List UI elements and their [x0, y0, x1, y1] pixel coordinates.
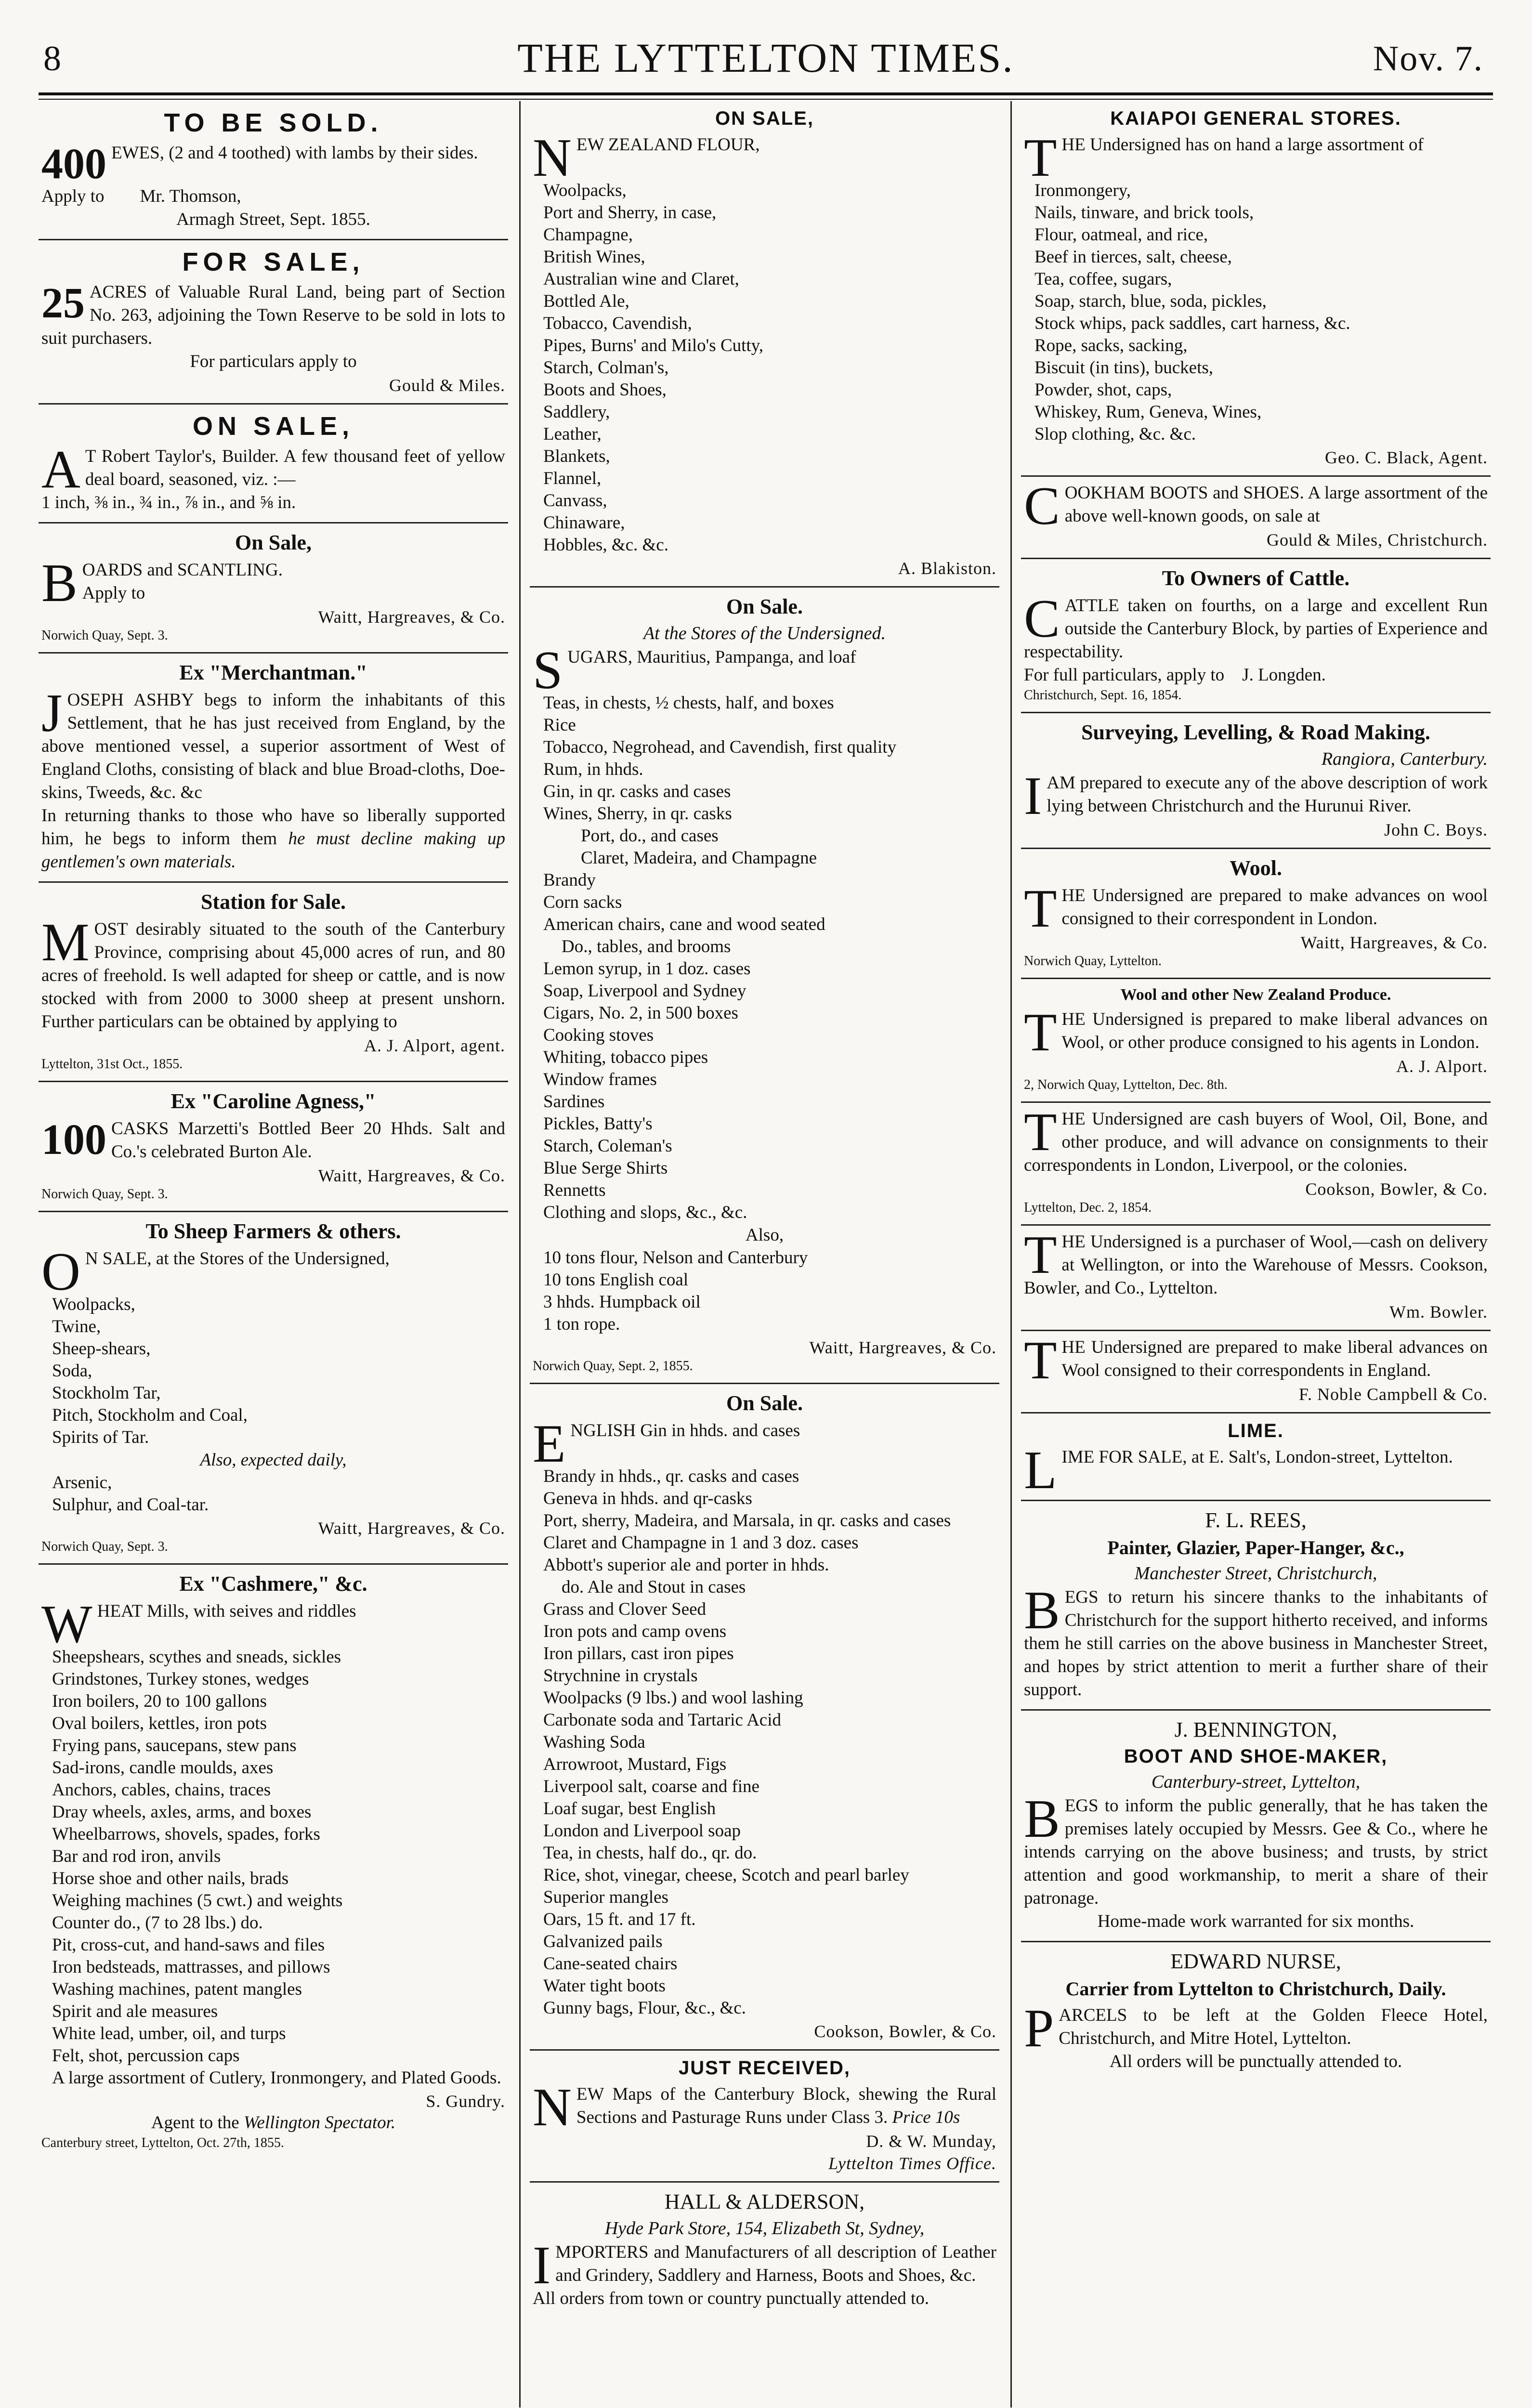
ad-dateline: Lyttelton, Dec. 2, 1854. — [1024, 1200, 1152, 1215]
list-item: Lemon syrup, in 1 doz. cases — [543, 959, 751, 979]
list-item: Twine, — [52, 1317, 101, 1336]
ad-wool — [1021, 849, 1491, 979]
ad-text: OARDS and SCANTLING. — [82, 560, 283, 580]
list-item: Window frames — [543, 1070, 657, 1089]
list-item: Galvanized pails — [543, 1932, 663, 1951]
ad-signature: Mr. Thomson, — [140, 186, 241, 206]
list-item: Tea, coffee, sugars, — [1034, 269, 1172, 289]
list-item: Port, do., and cases — [581, 826, 719, 846]
ad-signature: D. & W. Munday, — [866, 2132, 996, 2151]
ad-wool-nz-produce — [1021, 979, 1491, 1103]
drop-cap: N — [533, 2078, 572, 2137]
list-item: Biscuit (in tins), buckets, — [1034, 358, 1213, 378]
ad-italic-note: he must decline making up gentlemen's own materials. — [41, 829, 505, 872]
list-item: Bottled Ale, — [543, 291, 629, 311]
column-divider-2 — [1010, 101, 1012, 2408]
ad-subheading: Rangiora, Canterbury. — [1321, 749, 1488, 769]
ad-text-2: In returning thanks to those who have so liberally supported him, he begs to inform them — [41, 806, 505, 849]
list-item: Stockholm Tar, — [52, 1383, 161, 1403]
ad-signature: Geo. C. Black, Agent. — [1325, 448, 1488, 467]
list-item: Liverpool salt, coarse and fine — [543, 1777, 759, 1796]
list-item: Soda, — [52, 1361, 92, 1381]
agent-label: Agent to the — [151, 2113, 239, 2133]
ad-signature: Cookson, Bowler, & Co. — [814, 2022, 996, 2041]
drop-cap: C — [1024, 476, 1060, 536]
ad-heading: Wool. — [1230, 856, 1282, 880]
drop-cap: L — [1024, 1440, 1057, 1500]
ad-heading: JUST RECEIVED, — [679, 2057, 851, 2079]
list-item: London and Liverpool soap — [543, 1821, 741, 1841]
ad-text: HE Undersigned has on hand a large assortment of — [1061, 135, 1424, 155]
list-item: Rum, in hhds. — [543, 759, 643, 779]
ad-text: ACRES of Valuable Rural Land, being part of Section No. 263, adjoining the Town Reserve to be sold in lots to suit purchasers. — [41, 282, 505, 348]
ad-heading: Wool and other New Zealand Produce. — [1120, 986, 1391, 1004]
drop-cap: I — [533, 2236, 551, 2295]
list-item: Felt, shot, percussion caps — [52, 2046, 240, 2066]
list-item: Claret, Madeira, and Champagne — [581, 848, 817, 868]
ad-text: HE Undersigned are prepared to make liberal advances on Wool consigned to their correspondents in England. — [1061, 1337, 1488, 1380]
ad-subhead: Painter, Glazier, Paper-Hanger, &c., — [1107, 1537, 1404, 1558]
list-item: Rope, sacks, sacking, — [1034, 336, 1188, 355]
ad-text: CASKS Marzetti's Bottled Beer 20 Hhds. Salt and Co.'s celebrated Burton Ale. — [111, 1119, 505, 1162]
ad-signature: A. J. Alport, agent. — [364, 1036, 505, 1055]
ad-signature: Waitt, Hargreaves, & Co. — [318, 1166, 505, 1185]
list-item: Iron boilers, 20 to 100 gallons — [52, 1691, 267, 1711]
ad-signature: Gould & Miles, Christchurch. — [1267, 530, 1488, 550]
ad-surveying — [1021, 713, 1491, 849]
list-item: Whiting, tobacco pipes — [543, 1047, 708, 1067]
apply-label: Apply to — [41, 186, 105, 206]
drop-cap: O — [41, 1242, 80, 1302]
ad-dateline: Norwich Quay, Lyttelton. — [1024, 954, 1162, 968]
ad-dateline: 2, Norwich Quay, Lyttelton, Dec. 8th. — [1024, 1077, 1228, 1092]
list-item: Whiskey, Rum, Geneva, Wines, — [1034, 402, 1262, 422]
ad-sizes: 1 inch, ⅜ in., ¾ in., ⅞ in., and ⅝ in. — [41, 493, 296, 512]
ad-text: OST desirably situated to the south of the Canterbury Province, comprising about 45,000 acres of run, and 80 acres of freehold. Is well adapted for sheep or cattle, and is now stocked with from 2000 to 3000 sheep at present unshorn. Further particulars can be obtained by applying to — [41, 919, 505, 1032]
list-item: Teas, in chests, ½ chests, half, and boxes — [543, 693, 834, 713]
column-3 — [1021, 101, 1491, 2408]
list-item: Tobacco, Cavendish, — [543, 314, 692, 333]
list-item: Arsenic, — [52, 1473, 112, 1492]
drop-cap: W — [41, 1595, 92, 1654]
ad-text: HEAT Mills, with seives and riddles — [97, 1601, 356, 1621]
list-item: Bar and rod iron, anvils — [52, 1846, 221, 1866]
ad-sheep-farmers — [39, 1212, 508, 1565]
ad-signature: Waitt, Hargreaves, & Co. — [809, 1338, 996, 1357]
apply-label: For particulars apply to — [190, 352, 357, 371]
ad-text: ARCELS to be left at the Golden Fleece Hotel, Christchurch, and Mitre Hotel, Lyttelton. — [1059, 2005, 1488, 2048]
ad-signature: Wm. Bowler. — [1389, 1302, 1488, 1322]
list-item: Boots and Shoes, — [543, 380, 667, 400]
list-item: Woolpacks (9 lbs.) and wool lashing — [543, 1688, 803, 1708]
list-item: Sad-irons, candle moulds, axes — [52, 1758, 274, 1778]
ad-dateline: Christchurch, Sept. 16, 1854. — [1024, 688, 1182, 703]
issue-date: Nov. 7. — [1373, 39, 1483, 79]
ad-heading: LIME. — [1228, 1420, 1284, 1441]
list-item: Soap, starch, blue, soda, pickles, — [1034, 291, 1267, 311]
list-item: Champagne, — [543, 225, 633, 245]
ad-cashmere — [39, 1565, 508, 2159]
list-item: Beef in tierces, salt, cheese, — [1034, 247, 1232, 267]
ad-heading: Surveying, Levelling, & Road Making. — [1081, 720, 1430, 744]
list-item: Soap, Liverpool and Sydney — [543, 981, 746, 1001]
ad-kaiapoi — [1021, 101, 1491, 477]
drop-cap: J — [41, 683, 63, 743]
drop-cap: A — [41, 440, 80, 499]
ad-text: HE Undersigned is prepared to make liberal advances on Wool, or other produce consigned to his agents in London. — [1061, 1009, 1488, 1052]
list-item: Tea, in chests, half do., qr. do. — [543, 1843, 757, 1863]
ad-rees — [1021, 1501, 1491, 1711]
ad-heading: F. L. REES, — [1205, 1508, 1307, 1532]
list-item: Oars, 15 ft. and 17 ft. — [543, 1910, 696, 1929]
list-item: Rennetts — [543, 1180, 606, 1200]
ad-heading: To Sheep Farmers & others. — [145, 1219, 401, 1243]
ad-signature: F. Noble Campbell & Co. — [1298, 1385, 1488, 1404]
ad-text: EW Maps of the Canterbury Block, shewing the Rural Sections and Pasturage Runs under Class 3. — [576, 2084, 996, 2127]
ad-text: MPORTERS and Manufacturers of all description of Leather and Grindery, Saddlery and Harness, Boots and Shoes, &c. — [555, 2242, 996, 2285]
list-item: Gin, in qr. casks and cases — [543, 782, 731, 801]
ad-heading: To Owners of Cattle. — [1162, 566, 1350, 590]
ad-heading: KAIAPOI GENERAL STORES. — [1110, 108, 1401, 129]
ad-heading: Ex "Caroline Agness," — [170, 1089, 376, 1113]
list-item: do. Ale and Stout in cases — [562, 1577, 746, 1597]
list-item: Woolpacks, — [543, 181, 627, 200]
apply-label: For full particulars, apply to — [1024, 665, 1225, 685]
ad-text: HE Undersigned is a purchaser of Wool,—cash on delivery at Wellington, or into the Warehouse of Messrs. Cookson, Bowler, and Co., Lyttelton. — [1024, 1232, 1488, 1298]
ad-heading: Ex "Cashmere," &c. — [179, 1572, 367, 1596]
list-item: Cigars, No. 2, in 500 boxes — [543, 1003, 738, 1023]
ad-dateline: Canterbury street, Lyttelton, Oct. 27th, 1855. — [41, 2135, 284, 2150]
ad-heading: On Sale. — [726, 595, 803, 618]
list-item: 10 tons flour, Nelson and Canterbury — [543, 1248, 808, 1268]
drop-cap: M — [41, 913, 90, 972]
list-item: Iron pillars, cast iron pipes — [543, 1644, 734, 1663]
list-item: Port and Sherry, in case, — [543, 203, 717, 222]
ad-text: EGS to inform the public generally, that he has taken the premises lately occupied by Messrs. Gee & Co., where he intends carrying on the above business; and trusts, by strict attention and good workmanship, to merit a share of their patronage. — [1024, 1796, 1488, 1908]
list-item: American chairs, cane and wood seated — [543, 915, 825, 934]
ad-dateline: Norwich Quay, Sept. 3. — [41, 1187, 168, 1202]
list-item: Geneva in hhds. and qr-casks — [543, 1489, 752, 1508]
list-item: Water tight boots — [543, 1976, 666, 1996]
list-item: Carbonate soda and Tartaric Acid — [543, 1710, 781, 1730]
ad-merchantman — [39, 654, 508, 883]
ad-text: EGS to return his sincere thanks to the inhabitants of Christchurch for the support hitherto received, and informs them he still carries on the above business in Manchester Street, and hopes by strict attention to merit a further share of their support. — [1024, 1587, 1488, 1700]
ad-station — [39, 883, 508, 1082]
drop-cap: B — [1024, 1789, 1060, 1849]
list-item: Arrowroot, Mustard, Figs — [543, 1754, 727, 1774]
list-item: Cooking stoves — [543, 1025, 654, 1045]
ad-text: T Robert Taylor's, Builder. A few thousand feet of yellow deal board, seasoned, viz. :— — [85, 446, 505, 489]
list-item: Tobacco, Negrohead, and Cavendish, first quality — [543, 737, 897, 757]
list-item: Pipes, Burns' and Milo's Cutty, — [543, 336, 764, 355]
header-rule-thin — [39, 99, 1493, 100]
list-item: White lead, umber, oil, and turps — [52, 2024, 286, 2043]
ad-signature: Waitt, Hargreaves, & Co. — [1300, 933, 1488, 952]
list-item: Pickles, Batty's — [543, 1114, 653, 1134]
expected-note: Also, expected daily, — [200, 1450, 347, 1470]
ad-dateline: Norwich Quay, Sept. 3. — [41, 628, 168, 643]
list-item: Leather, — [543, 424, 602, 444]
ad-subheading: At the Stores of the Undersigned. — [643, 623, 886, 643]
ad-flour — [530, 101, 999, 588]
column-1 — [39, 101, 508, 2408]
ad-address: Armagh Street, Sept. 1855. — [176, 209, 370, 229]
list-item: Wheelbarrows, shovels, spades, forks — [52, 1824, 320, 1844]
drop-cap: I — [1024, 766, 1042, 826]
ad-boards — [39, 523, 508, 654]
ad-signature: John C. Boys. — [1384, 820, 1488, 839]
list-item: Pit, cross-cut, and hand-saws and files — [52, 1935, 325, 1955]
also-label: Also, — [745, 1225, 784, 1245]
ad-text: OOKHAM BOOTS and SHOES. A large assortment of the above well-known goods, on sale at — [1064, 483, 1488, 526]
ad-signature: A. Blakiston. — [898, 559, 996, 578]
ad-ewes — [39, 101, 508, 240]
drop-cap: T — [1024, 1102, 1057, 1162]
list-item: Spirits of Tar. — [52, 1427, 149, 1447]
list-item: Oval boilers, kettles, iron pots — [52, 1714, 267, 1733]
agent-paper: Wellington Spectator. — [243, 2113, 396, 2133]
column-divider-1 — [519, 101, 521, 2408]
list-item: Washing machines, patent mangles — [52, 1979, 302, 1999]
list-item: 3 hhds. Humpback oil — [543, 1292, 701, 1312]
list-item: Iron bedsteads, mattrasses, and pillows — [52, 1957, 330, 1977]
lead-number: 100 — [41, 1116, 106, 1164]
ad-hall-alderson — [530, 2183, 999, 2318]
ad-text: HE Undersigned are cash buyers of Wool, Oil, Bone, and other produce, and will advance on consignments to their correspondents in London, Liverpool, or the colonies. — [1024, 1109, 1488, 1175]
ad-acres — [39, 240, 508, 405]
list-item: Washing Soda — [543, 1732, 645, 1752]
ad-subhead: Carrier from Lyttelton to Christchurch, Daily. — [1065, 1978, 1446, 2000]
list-item: Rice, shot, vinegar, cheese, Scotch and pearl barley — [543, 1865, 909, 1885]
list-item: 10 tons English coal — [543, 1270, 689, 1290]
lead-number: 25 — [41, 279, 85, 327]
ad-heading: On Sale. — [726, 1391, 803, 1415]
list-item: Flannel, — [543, 469, 602, 488]
list-item: Gunny bags, Flour, &c., &c. — [543, 1998, 746, 2018]
list-item: Weighing machines (5 cwt.) and weights — [52, 1891, 343, 1911]
list-item: Starch, Colman's, — [543, 358, 669, 378]
ad-heading: FOR SALE, — [182, 248, 365, 276]
list-item: Spirit and ale measures — [52, 2002, 218, 2021]
list-item: Brandy in hhds., qr. casks and cases — [543, 1466, 799, 1486]
drop-cap: T — [1024, 1225, 1057, 1285]
list-item: Slop clothing, &c. &c. — [1034, 424, 1196, 444]
drop-cap: B — [1024, 1581, 1060, 1640]
ad-sugars — [530, 588, 999, 1384]
drop-cap: T — [1024, 879, 1057, 939]
ad-heading: Station for Sale. — [200, 890, 346, 914]
list-item: Starch, Coleman's — [543, 1136, 672, 1156]
list-item: Grass and Clover Seed — [543, 1599, 707, 1619]
ad-subheading: Manchester Street, Christchurch, — [1134, 1563, 1377, 1584]
list-item: Counter do., (7 to 28 lbs.) do. — [52, 1913, 263, 1933]
list-item: Frying pans, saucepans, stew pans — [52, 1736, 297, 1755]
page-number: 8 — [43, 39, 61, 79]
ad-text: ATTLE taken on fourths, on a large and excellent Run outside the Canterbury Block, by parties of Experience and respectability. — [1024, 596, 1488, 662]
list-item: Blankets, — [543, 446, 610, 466]
newspaper-title: THE LYTTELTON TIMES. — [517, 35, 1014, 81]
list-item: Dray wheels, axles, arms, and boxes — [52, 1802, 312, 1822]
apply-label: Apply to — [82, 583, 145, 603]
ad-text: HE Undersigned are prepared to make advances on wool consigned to their correspondent in London. — [1061, 886, 1488, 929]
list-item: Clothing and slops, &c., &c. — [543, 1203, 747, 1222]
ad-heading: Ex "Merchantman." — [179, 661, 367, 684]
drop-cap: P — [1024, 1999, 1054, 2058]
list-item: Ironmongery, — [1034, 181, 1131, 200]
ad-text: IME FOR SALE, at E. Salt's, London-street, Lyttelton. — [1061, 1447, 1453, 1467]
ad-dateline: Norwich Quay, Sept. 2, 1855. — [533, 1359, 693, 1374]
list-item: Rice — [543, 715, 576, 735]
drop-cap: T — [1024, 1003, 1057, 1062]
ad-taylor — [39, 405, 508, 523]
list-item: Claret and Champagne in 1 and 3 doz. cases — [543, 1533, 859, 1553]
list-item: Stock whips, pack saddles, cart harness, &c. — [1034, 314, 1350, 333]
ad-signature: Waitt, Hargreaves, & Co. — [318, 607, 505, 627]
list-item: Sheepshears, scythes and sneads, sickles — [52, 1647, 341, 1667]
ad-dateline: Norwich Quay, Sept. 3. — [41, 1539, 168, 1554]
list-item: Canvass, — [543, 491, 607, 510]
list-item: Flour, oatmeal, and rice, — [1034, 225, 1208, 245]
ad-campbell — [1021, 1331, 1491, 1413]
header-rule — [39, 92, 1493, 95]
list-item: Chinaware, — [543, 513, 625, 533]
ad-signature: Waitt, Hargreaves, & Co. — [318, 1518, 505, 1538]
ad-nurse — [1021, 1942, 1491, 2081]
ad-cookson-bowler — [1021, 1103, 1491, 1226]
ad-text: EWES, (2 and 4 toothed) with lambs by their sides. — [111, 143, 478, 163]
drop-cap: T — [1024, 1331, 1057, 1390]
list-item: Sheep-shears, — [52, 1339, 151, 1359]
ad-office: Lyttelton Times Office. — [828, 2154, 996, 2173]
drop-cap: E — [533, 1414, 566, 1474]
ad-maps — [530, 2051, 999, 2183]
list-item: Saddlery, — [543, 402, 610, 422]
ad-heading: EDWARD NURSE, — [1170, 1950, 1341, 1973]
ad-bowler — [1021, 1226, 1491, 1331]
list-item: Port, sherry, Madeira, and Marsala, in qr. casks and cases — [543, 1511, 951, 1531]
ad-signature: J. Longden. — [1242, 665, 1326, 685]
ad-heading: ON SALE, — [192, 412, 354, 441]
ad-gin — [530, 1384, 999, 2051]
list-item: Wines, Sherry, in qr. casks — [543, 804, 732, 824]
ad-heading: On Sale, — [235, 531, 312, 554]
ad-signature: A. J. Alport. — [1396, 1057, 1488, 1076]
ad-subheading: Canterbury-street, Lyttelton, — [1151, 1772, 1361, 1792]
ad-heading: ON SALE, — [715, 108, 814, 129]
drop-cap: B — [41, 553, 78, 613]
drop-cap: S — [533, 641, 563, 700]
ad-text: NGLISH Gin in hhds. and cases — [570, 1421, 800, 1440]
list-item: A large assortment of Cutlery, Ironmongery, and Plated Goods. — [52, 2068, 501, 2088]
ad-cookham — [1021, 477, 1491, 559]
list-item: Sardines — [543, 1092, 605, 1112]
list-item: Horse shoe and other nails, brads — [52, 1869, 289, 1888]
list-item: Nails, tinware, and brick tools, — [1034, 203, 1254, 222]
ad-heading: TO BE SOLD. — [164, 108, 383, 137]
drop-cap: N — [533, 128, 572, 188]
list-item: 1 ton rope. — [543, 1314, 620, 1334]
ad-signature: S. Gundry. — [426, 2092, 505, 2111]
ad-text: EW ZEALAND FLOUR, — [576, 135, 760, 155]
ad-text: UGARS, Mauritius, Pampanga, and loaf — [567, 647, 856, 667]
ad-caroline — [39, 1082, 508, 1212]
ad-cattle — [1021, 559, 1491, 713]
drop-cap: C — [1024, 589, 1060, 649]
list-item: Woolpacks, — [52, 1295, 135, 1314]
list-item: Iron pots and camp ovens — [543, 1622, 727, 1641]
list-item: Abbott's superior ale and porter in hhds. — [543, 1555, 829, 1575]
list-item: Anchors, cables, chains, traces — [52, 1780, 271, 1800]
list-item: Strychnine in crystals — [543, 1666, 698, 1686]
ad-price: Price 10s — [892, 2107, 960, 2127]
ad-heading: J. BENNINGTON, — [1174, 1718, 1337, 1741]
list-item: Pitch, Stockholm and Coal, — [52, 1405, 248, 1425]
list-item: Brandy — [543, 870, 596, 890]
list-item: Grindstones, Turkey stones, wedges — [52, 1669, 309, 1689]
ad-text: AM prepared to execute any of the above description of work lying between Christchurch and the Hurunui River. — [1047, 773, 1488, 816]
ad-bennington — [1021, 1711, 1491, 1942]
drop-cap: T — [1024, 128, 1057, 188]
list-item: Australian wine and Claret, — [543, 269, 739, 289]
ad-text-2: All orders from town or country punctually attended to. — [533, 2289, 930, 2308]
list-item: Hobbles, &c. &c. — [543, 535, 668, 555]
column-2 — [530, 101, 999, 2408]
ad-heading: HALL & ALDERSON, — [664, 2190, 865, 2213]
masthead — [39, 29, 1493, 87]
list-item: Do., tables, and brooms — [562, 937, 731, 956]
list-item: Powder, shot, caps, — [1034, 380, 1172, 400]
list-item: Cane-seated chairs — [543, 1954, 678, 1974]
list-item: Superior mangles — [543, 1887, 668, 1907]
ad-lime — [1021, 1413, 1491, 1501]
ad-text-2: All orders will be punctually attended to. — [1109, 2052, 1402, 2071]
ad-signature: Gould & Miles. — [389, 376, 505, 395]
ad-subhead: BOOT AND SHOE-MAKER, — [1124, 1746, 1388, 1767]
list-item: Corn sacks — [543, 892, 622, 912]
list-item: Blue Serge Shirts — [543, 1158, 668, 1178]
list-item: Loaf sugar, best English — [543, 1799, 716, 1819]
lead-number: 400 — [41, 140, 106, 188]
list-item: Sulphur, and Coal-tar. — [52, 1495, 209, 1515]
list-item: British Wines, — [543, 247, 645, 267]
ad-signature: Cookson, Bowler, & Co. — [1305, 1179, 1488, 1199]
ad-dateline: Lyttelton, 31st Oct., 1855. — [41, 1057, 183, 1072]
ad-text: N SALE, at the Stores of the Undersigned, — [85, 1249, 390, 1269]
ad-subheading: Hyde Park Store, 154, Elizabeth St, Sydney, — [604, 2218, 925, 2238]
ad-text-2: Home-made work warranted for six months. — [1097, 1911, 1414, 1931]
ad-text: OSEPH ASHBY begs to inform the inhabitants of this Settlement, that he has just received from England, by the above mentioned vessel, a superior assortment of West of England Cloths, consisting of black and blue Broad-cloths, Doe-skins, Tweeds, &c. &c — [41, 690, 505, 802]
